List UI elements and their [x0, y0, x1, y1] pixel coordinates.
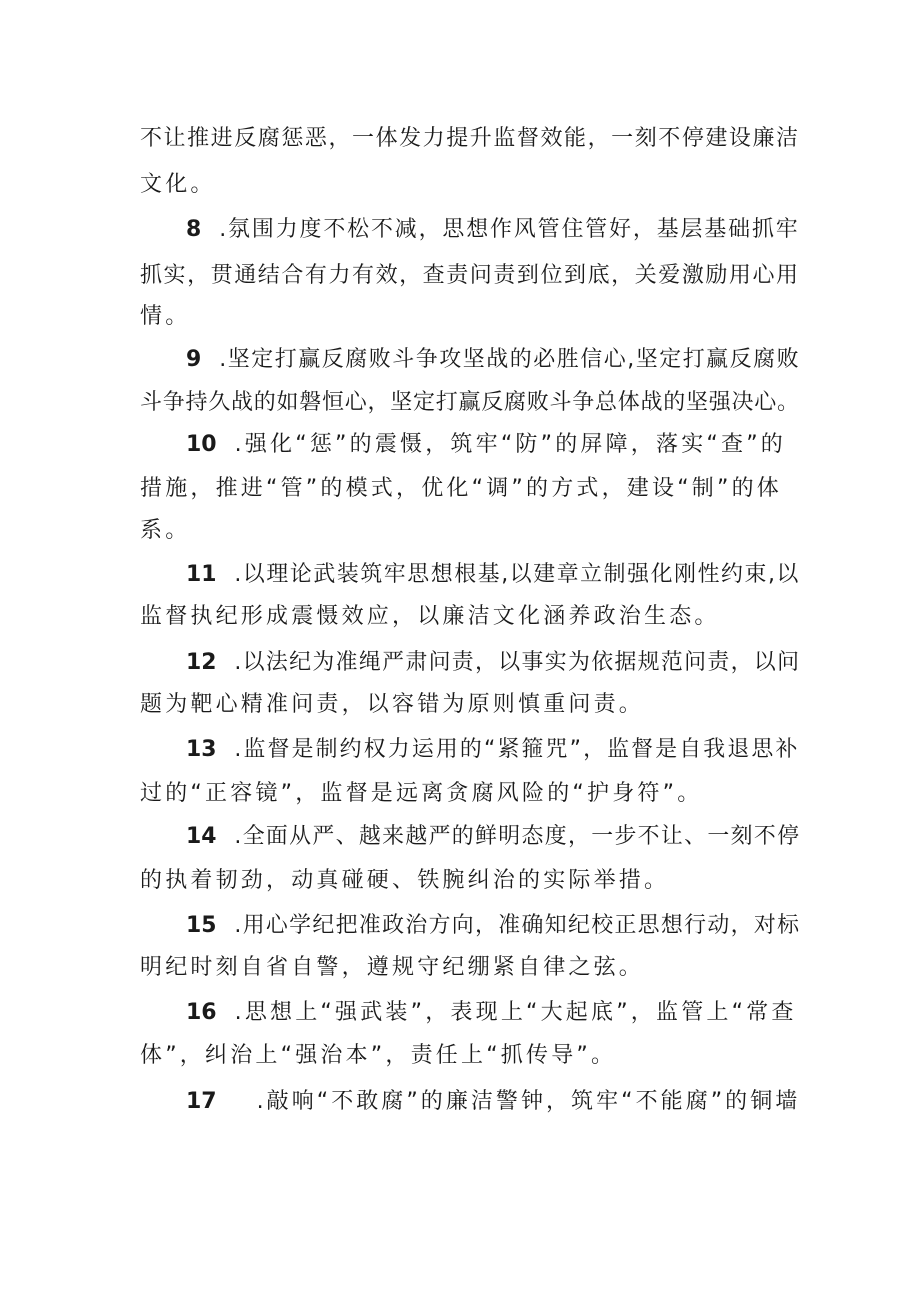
- paragraph-line: 斗争持久战的如磐恒心，坚定打赢反腐败斗争总体战的坚强决心。: [140, 390, 800, 415]
- item-text: .全面从严、越来越严的鲜明态度，一步不让、一刻不停: [234, 824, 801, 849]
- paragraph-line: 系。: [140, 518, 191, 543]
- item-number: 17: [186, 1089, 217, 1114]
- item-text: .坚定打赢反腐败斗争攻坚战的必胜信心,坚定打赢反腐败: [219, 347, 801, 372]
- item-number: 10: [186, 432, 217, 457]
- item-number: 15: [186, 913, 217, 938]
- list-item-9: [186, 345, 800, 375]
- item-number: 14: [186, 824, 217, 849]
- paragraph-line: 明纪时刻自省自警，遵规守纪绷紧自律之弦。: [140, 955, 645, 980]
- item-number: 11: [186, 562, 217, 587]
- item-text: .思想上“强武装”，表现上“大起底”，监管上“常查: [234, 1000, 797, 1025]
- paragraph-line: 文化。: [140, 172, 216, 197]
- list-item-15: [186, 911, 800, 941]
- list-item-12: [186, 648, 800, 678]
- item-number: 9: [186, 347, 202, 372]
- list-item-13: [186, 735, 800, 765]
- paragraph-line: 抓实，贯通结合有力有效，查责问责到位到底，关爱激励用心用: [140, 263, 800, 288]
- paragraph-line: 措施，推进“管”的模式，优化“调”的方式，建设“制”的体: [140, 476, 782, 501]
- item-text: .用心学纪把准政治方向，准确知纪校正思想行动，对标: [234, 913, 801, 938]
- paragraph-line: 体”，纠治上“强治本”，责任上“抓传导”。: [140, 1043, 617, 1068]
- item-number: 8: [186, 217, 202, 242]
- paragraph-line: 监督执纪形成震慑效应，以廉洁文化涵养政治生态。: [140, 604, 720, 629]
- paragraph-line: 过的“正容镜”，监督是远离贪腐风险的“护身符”。: [140, 781, 703, 806]
- item-text: .敲响“不敢腐”的廉洁警钟，筑牢“不能腐”的铜墙: [256, 1089, 801, 1114]
- item-text: .监督是制约权力运用的“紧箍咒”，监督是自我退思补: [234, 737, 800, 762]
- list-item-17: [186, 1087, 800, 1117]
- paragraph-line: 不让推进反腐惩恶，一体发力提升监督效能，一刻不停建设廉洁: [140, 126, 800, 151]
- list-item-8: [186, 215, 800, 245]
- paragraph-line: 的执着韧劲，动真碰硬、铁腕纠治的实际举措。: [140, 868, 670, 893]
- item-number: 13: [186, 737, 217, 762]
- list-item-16: [186, 998, 797, 1028]
- item-text: .强化“惩”的震慑，筑牢“防”的屏障，落实“查”的: [234, 432, 787, 457]
- item-text: .氛围力度不松不减，思想作风管住管好，基层基础抓牢: [219, 217, 800, 242]
- paragraph-line: 情。: [140, 304, 191, 329]
- item-text: .以法纪为准绳严肃问责，以事实为依据规范问责，以问: [234, 650, 801, 675]
- paragraph-line: 题为靶心精准问责，以容错为原则慎重问责。: [140, 692, 645, 717]
- item-text: .以理论武装筑牢思想根基,以建章立制强化刚性约束,以: [234, 562, 801, 587]
- list-item-14: [186, 822, 800, 852]
- item-number: 16: [186, 1000, 217, 1025]
- item-number: 12: [186, 650, 217, 675]
- list-item-11: [186, 560, 800, 590]
- list-item-10: [186, 430, 786, 460]
